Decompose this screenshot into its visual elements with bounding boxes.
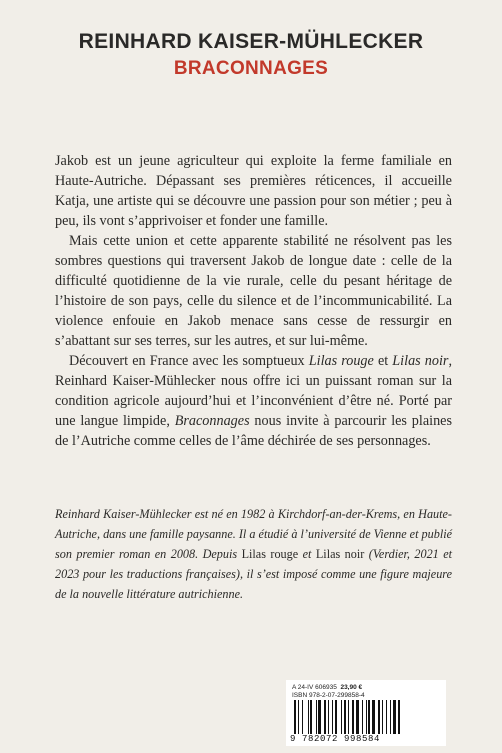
book-title-ref: Braconnages — [174, 413, 250, 429]
text-run: et — [298, 547, 316, 561]
book-title-ref: Lilas rouge — [308, 353, 374, 369]
barcode-bar — [335, 700, 337, 734]
barcode-bar — [393, 700, 396, 734]
text-run: et — [373, 353, 393, 369]
barcode-bar — [390, 700, 391, 734]
barcode-bar — [362, 700, 363, 734]
barcode-bar — [368, 700, 370, 734]
summary-text — [55, 151, 452, 451]
barcode-bar — [382, 700, 383, 734]
summary-paragraph-1: Jakob est un jeune agriculteur qui exploite la ferme familiale en Haute-Autriche. Dépassant ses premières réticences, il accueille Katja, une artiste qui se découvre une passion pour son métier ; peu à peu, ils vont s’apprivoiser et fonder une famille. — [55, 153, 452, 229]
author-name: REINHARD KAISER-MÜHLECKER — [78, 30, 424, 53]
barcode-icon — [292, 700, 442, 734]
barcode-bar — [348, 700, 349, 734]
barcode-bar — [386, 700, 387, 734]
barcode-bar — [366, 700, 367, 734]
summary-paragraph-2: Mais cette union et cette apparente stabilité ne résolvent pas les sombres questions qui traversent Jakob de longue date : celle de la difficulté quotidienne de la vie rurale, celle du pesant héritage de l’histoire de son pays, celle du silence et de l’incommunicabilité. La violence enfouie en Jakob menace sans cesse de ressurgir en s’abattant sur ses terres, sur les autres, et sur lui-même. — [55, 233, 452, 349]
text-run: Découvert en France avec les somptueux — [69, 353, 309, 369]
price-line — [292, 684, 362, 691]
text-run: (Verdier, 2021 et 2023 pour les traductions françaises), il s’est imposé comme une figure majeure de la nouvelle littérature autrichienne. — [55, 547, 453, 601]
price: 23,90 € — [340, 684, 363, 691]
barcode-bar — [294, 700, 296, 734]
barcode-bar — [328, 700, 329, 734]
book-title-ref: Lilas noir — [315, 547, 365, 561]
barcode-bar — [298, 700, 299, 734]
text-run: , Reinhard Kaiser-Mühlecker nous offre ici un puissant roman sur la condition agricole aujourd’hui et l’inconvénient d’être né. Porté par une langue limpide, — [55, 353, 452, 429]
book-title-ref: Lilas noir — [392, 353, 449, 369]
barcode-bar — [398, 700, 400, 734]
barcode-bar — [332, 700, 333, 734]
barcode-bar — [378, 700, 380, 734]
barcode-bar — [344, 700, 346, 734]
product-code: A 24-IV 606935 — [292, 684, 337, 691]
barcode-bar — [352, 700, 354, 734]
barcode-bar — [308, 700, 309, 734]
book-title-ref: Lilas rouge — [241, 547, 299, 561]
barcode-bar — [318, 700, 321, 734]
barcode-bar — [324, 700, 326, 734]
barcode-bar — [356, 700, 359, 734]
isbn-line: ISBN 978-2-07-299858-4 — [292, 692, 365, 699]
barcode-bar — [310, 700, 312, 734]
barcode-bar — [316, 700, 317, 734]
summary-paragraph-3 — [55, 351, 452, 451]
text-run: nous invite à parcourir les plaines de l’Autriche comme celles de l’âme déchirée de ses personnages. — [55, 413, 452, 449]
author-bio — [55, 504, 452, 604]
barcode-bar — [372, 700, 375, 734]
barcode-bar — [302, 700, 303, 734]
text-run: Reinhard Kaiser-Mühlecker est né en 1982 à Kirchdorf-an-der-Krems, en Haute-Autriche, dans une famille paysanne. Il a étudié à l’université de Vienne et publié son premier roman en 2008. Depuis — [55, 507, 452, 561]
book-title: BRACONNAGES — [173, 58, 329, 79]
ean-number: 9 782072 998584 — [290, 734, 381, 744]
barcode-bar — [341, 700, 342, 734]
